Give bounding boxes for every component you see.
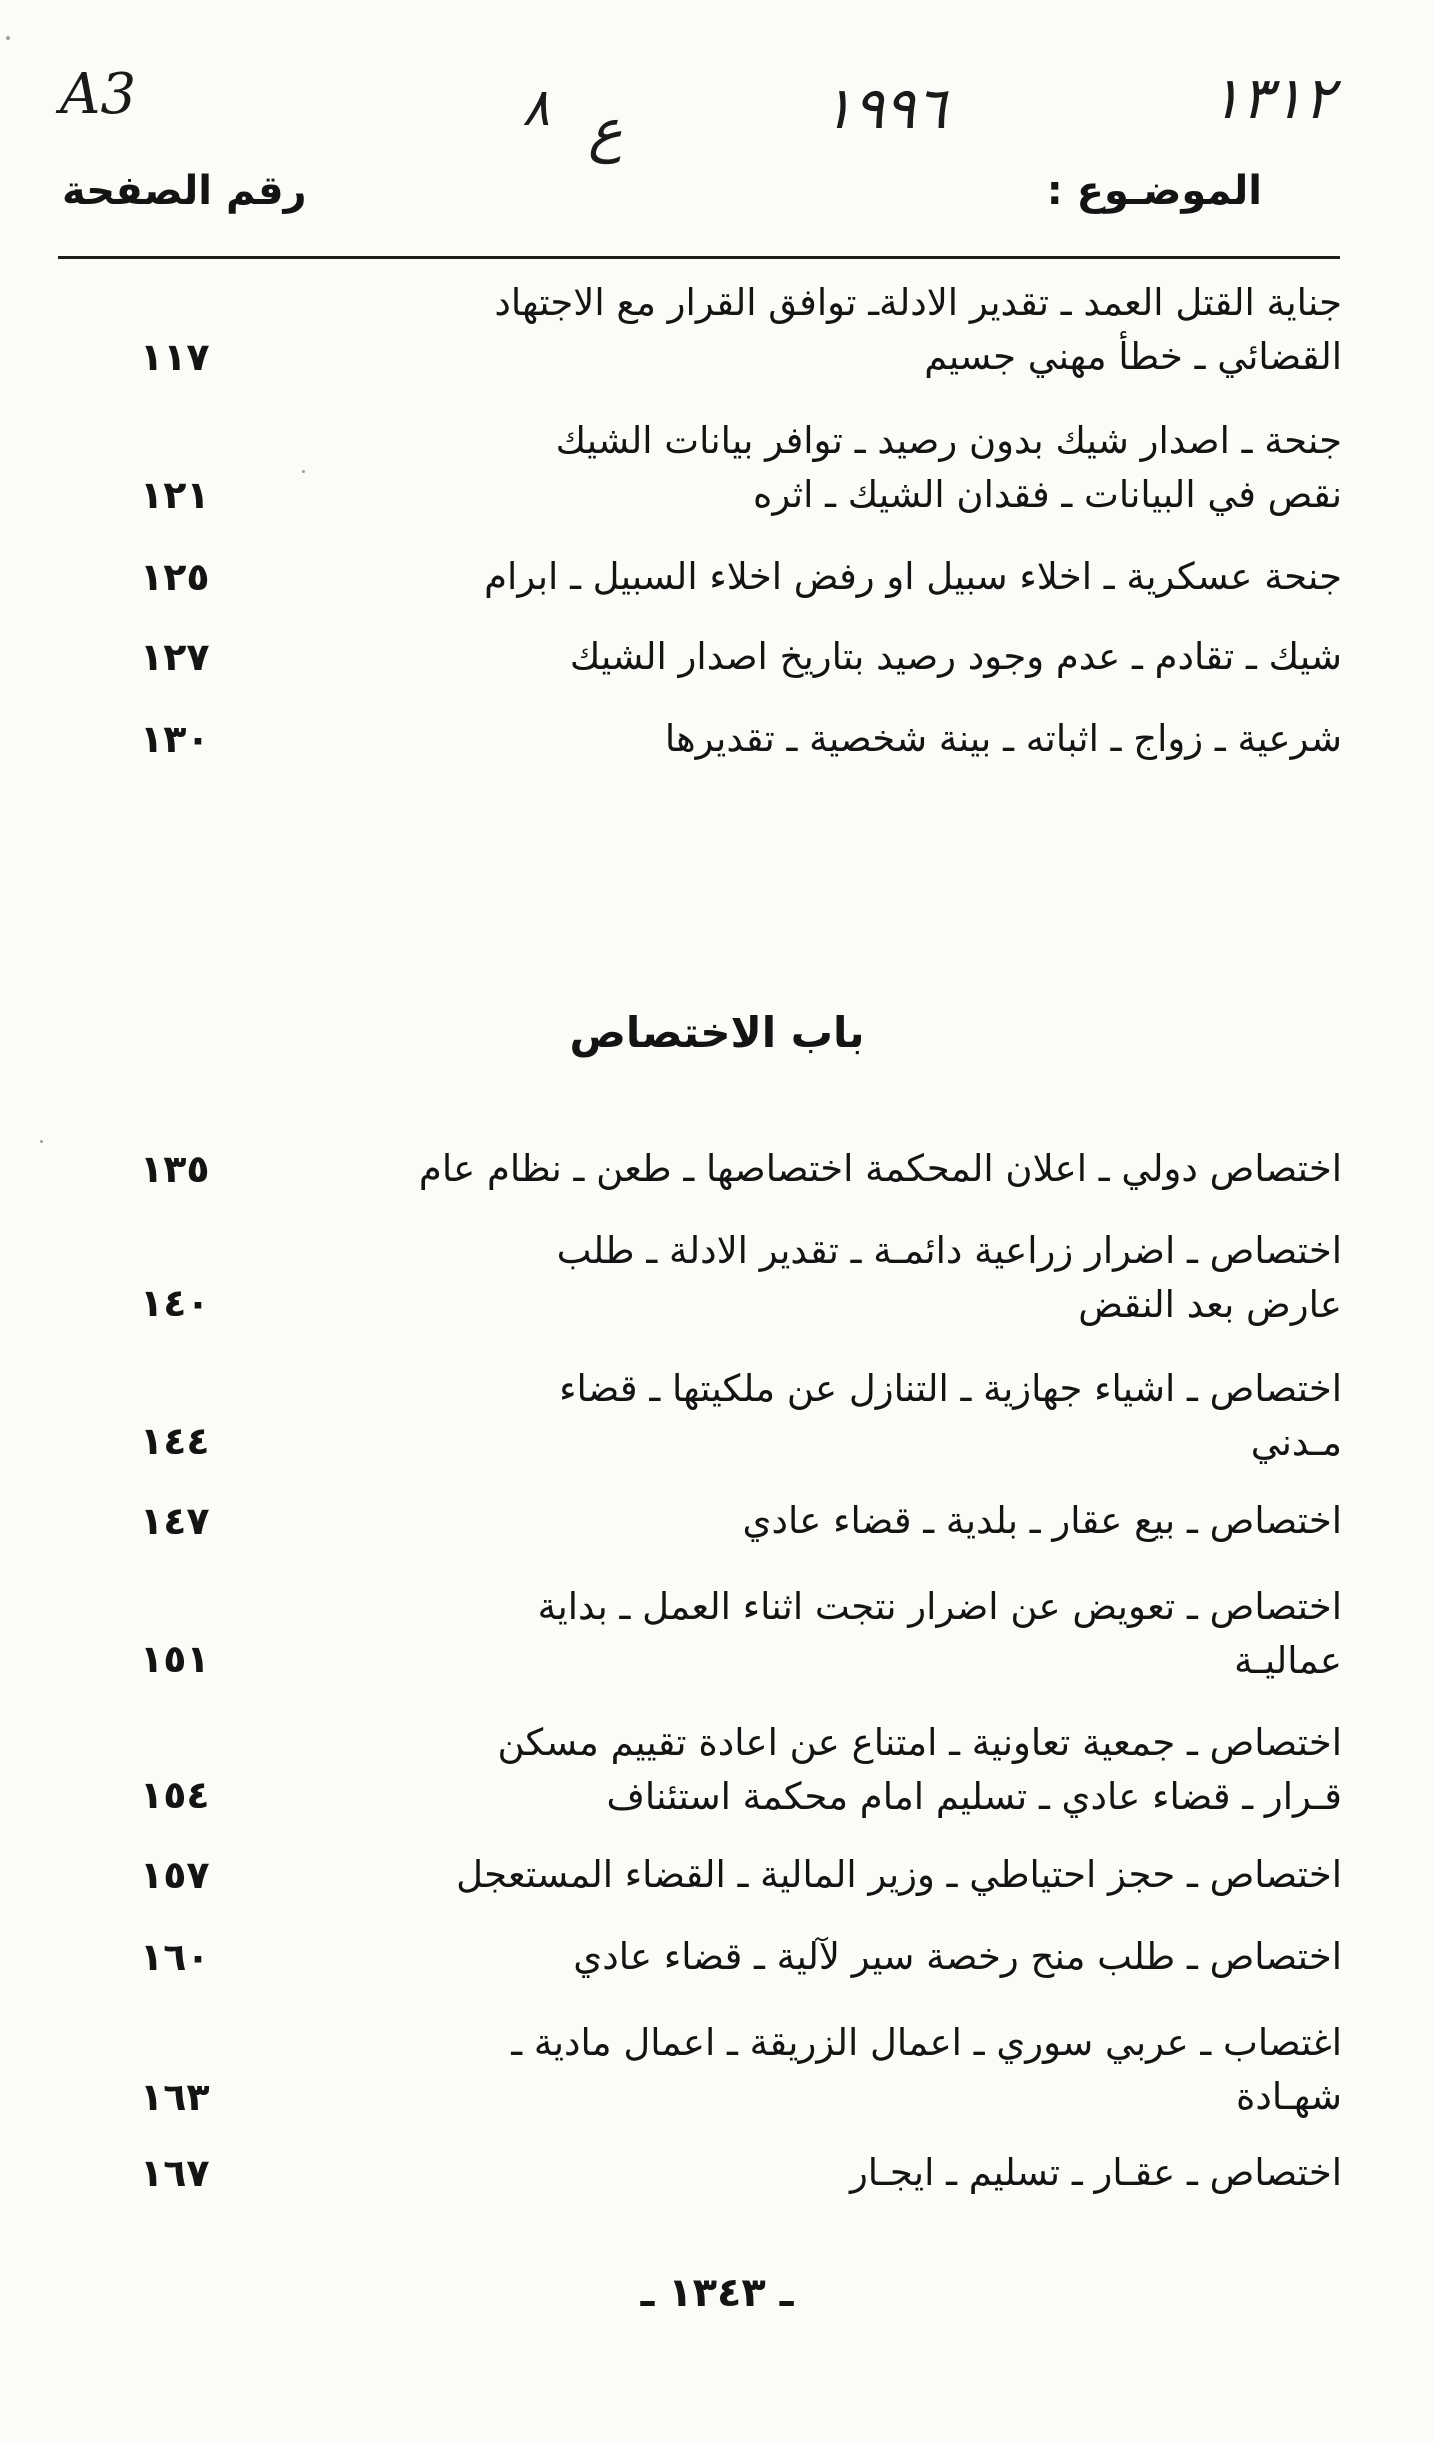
handwritten-mark-1: ٨: [522, 78, 550, 138]
scan-speck: [40, 1140, 43, 1143]
entry-page-number: ١٢٥: [140, 555, 210, 599]
subject-label: الموضـوع :: [1046, 168, 1262, 214]
entry-subject: اختصاص ـ اضرار زراعية دائمـة ـ تقدير الادلة ـ طلب عارض بعد النقض: [556, 1229, 1342, 1326]
entry-subject: شيك ـ تقادم ـ عدم وجود رصيد بتاريخ اصدار الشيك: [569, 635, 1342, 678]
handwritten-mark-2: ع: [588, 96, 623, 164]
entry-page-number: ١٦٧: [140, 2151, 210, 2195]
entry-page-number: ١٦٣: [140, 2075, 210, 2119]
page-number-label: رقم الصفحة: [62, 168, 307, 214]
entry-page-number: ١٤٠: [140, 1281, 210, 1325]
scan-speck: [302, 470, 305, 473]
entry-subject: اختصاص ـ عقـار ـ تسليم ـ ايجـار: [849, 2151, 1342, 2194]
handwritten-ref-left: A3: [60, 62, 137, 127]
scan-speck: [6, 36, 10, 40]
handwritten-year: ١٩٩٦: [822, 74, 947, 142]
entry-page-number: ١٥٤: [140, 1773, 210, 1817]
entry-page-number: ١١٧: [140, 335, 210, 379]
handwritten-ref-right: ١٣١٢: [1210, 64, 1335, 132]
entry-subject: جناية القتل العمد ـ تقدير الادلةـ توافق القرار مع الاجتهاد القضائي ـ خطأ مهني جسيم: [494, 281, 1342, 378]
entry-page-number: ١٤٧: [140, 1499, 210, 1543]
entry-subject: اختصاص ـ طلب منح رخصة سير لآلية ـ قضاء عادي: [573, 1935, 1342, 1978]
entry-subject: شرعية ـ زواج ـ اثباته ـ بينة شخصية ـ تقديرها: [664, 717, 1342, 760]
entry-page-number: ١٥١: [140, 1637, 210, 1681]
entry-page-number: ١٣٥: [140, 1147, 210, 1191]
entry-subject: اختصاص ـ جمعية تعاونية ـ امتناع عن اعادة تقييم مسكن قـرار ـ قضاء عادي ـ تسليم امام محكمة استئناف: [497, 1721, 1342, 1818]
entry-subject: اختصاص دولي ـ اعلان المحكمة اختصاصها ـ طعن ـ نظام عام: [418, 1147, 1342, 1190]
entry-subject: اغتصاب ـ عربي سوري ـ اعمال الزريقة ـ اعمال مادية ـ شهـادة: [511, 2021, 1342, 2118]
entry-subject: اختصاص ـ اشياء جهازية ـ التنازل عن ملكيتها ـ قضاء مـدني: [559, 1367, 1342, 1464]
entry-page-number: ١٤٤: [140, 1419, 210, 1463]
entry-subject: جنحة عسكرية ـ اخلاء سبيل او رفض اخلاء السبيل ـ ابرام: [484, 555, 1342, 598]
entry-subject: جنحة ـ اصدار شيك بدون رصيد ـ توافر بيانات الشيك نقص في البيانات ـ فقدان الشيك ـ اثره: [555, 419, 1342, 516]
entry-subject: اختصاص ـ بيع عقار ـ بلدية ـ قضاء عادي: [742, 1499, 1342, 1542]
entry-page-number: ١٣٠: [140, 717, 210, 761]
entry-page-number: ١٢١: [140, 473, 210, 517]
entry-page-number: ١٦٠: [140, 1935, 210, 1979]
entry-page-number: ١٥٧: [140, 1853, 210, 1897]
entry-subject: اختصاص ـ تعويض عن اضرار نتجت اثناء العمل ـ بداية عماليـة: [537, 1585, 1342, 1682]
entry-page-number: ١٢٧: [140, 635, 210, 679]
section-title: باب الاختصاص: [569, 1008, 865, 1057]
entry-subject: اختصاص ـ حجز احتياطي ـ وزير المالية ـ القضاء المستعجل: [456, 1853, 1342, 1896]
page-footer-number: ـ ١٣٤٣ ـ: [640, 2270, 794, 2316]
header-divider: [58, 256, 1340, 259]
